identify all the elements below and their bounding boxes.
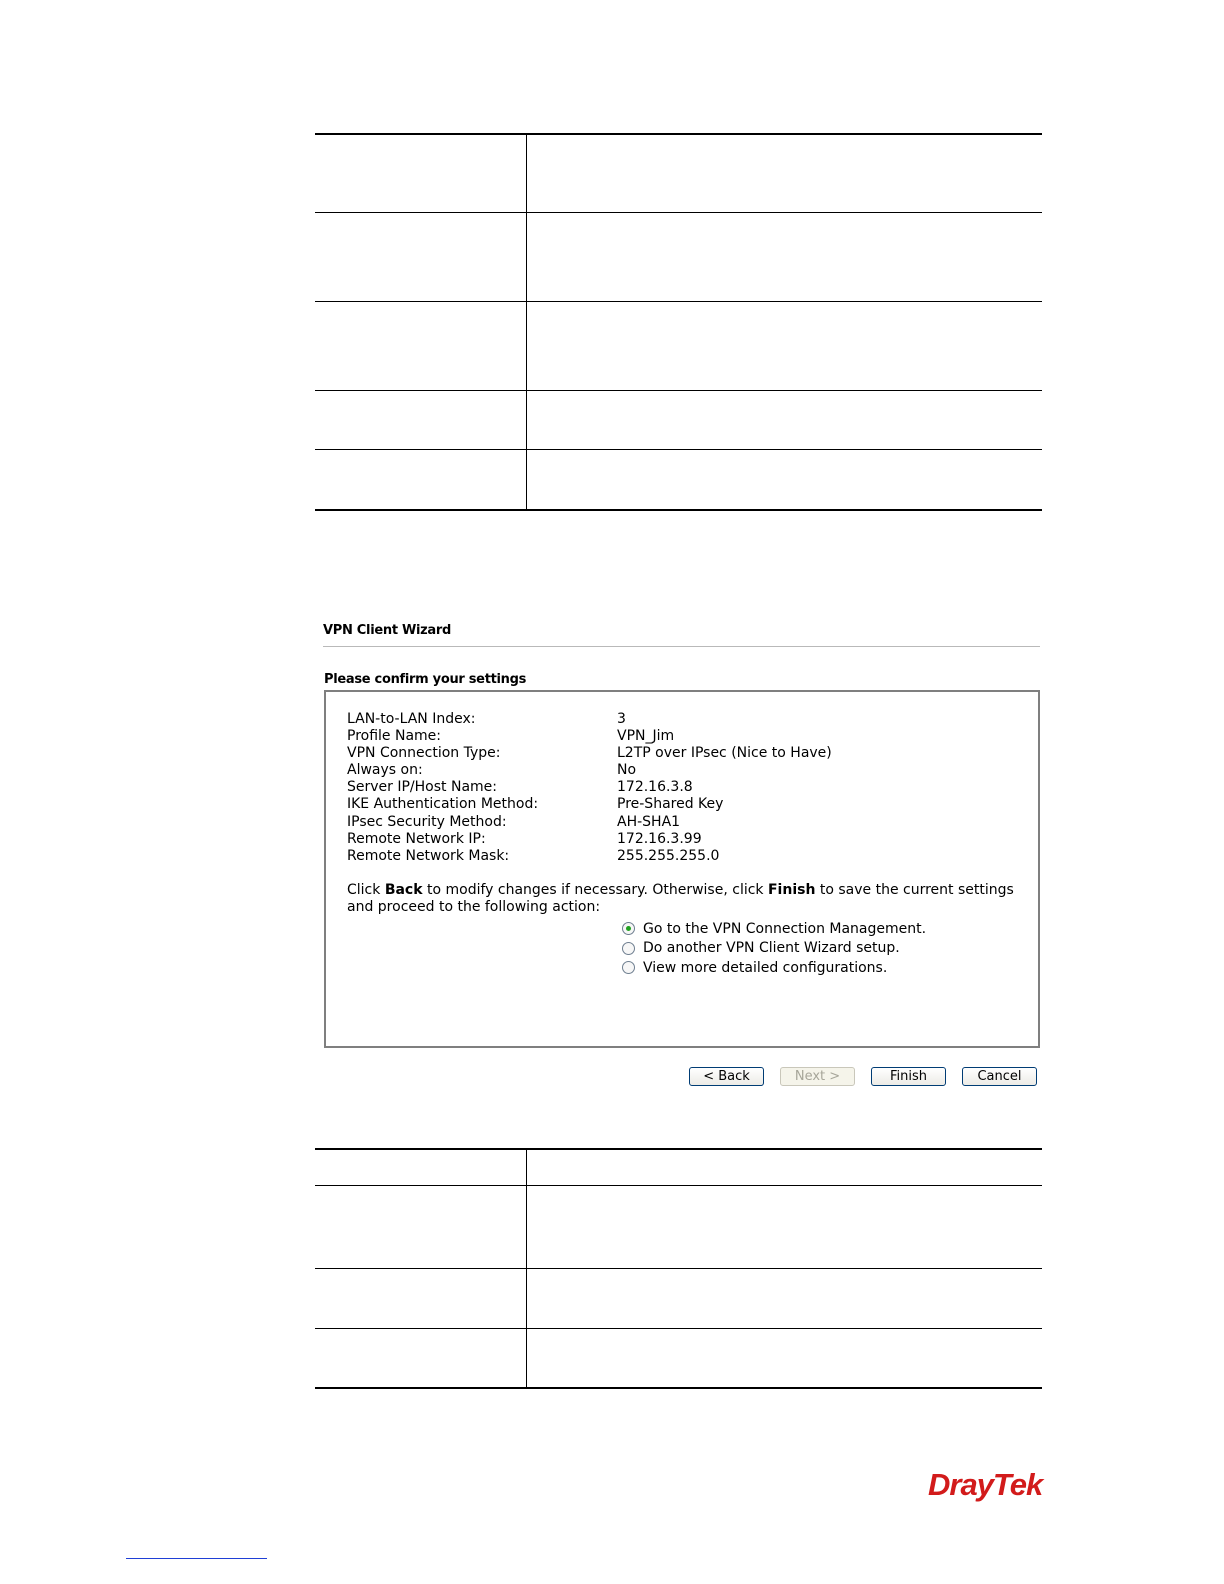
option-view-detailed-configurations[interactable] [620, 958, 926, 978]
wizard-subtitle: Please confirm your settings [324, 672, 527, 687]
summary-label: Server IP/Host Name: [347, 779, 497, 796]
option-go-to-connection-management[interactable] [620, 919, 926, 939]
cancel-button[interactable]: Cancel [962, 1067, 1037, 1086]
next-action-options [620, 919, 926, 978]
table-top-border [315, 133, 1042, 135]
summary-value: AH-SHA1 [617, 813, 681, 830]
radio-button[interactable] [622, 942, 635, 955]
radio-button[interactable] [622, 961, 635, 974]
table-row [315, 1268, 1042, 1269]
option-another-wizard-setup[interactable] [620, 939, 926, 959]
note-text: to save the current settings and proceed to the following action: [347, 882, 1014, 915]
table-row [315, 212, 1042, 213]
finish-button[interactable]: Finish [871, 1067, 946, 1086]
radio-dot [626, 926, 631, 931]
note-back-word: Back [384, 882, 423, 898]
radio-button-selected[interactable] [622, 922, 635, 935]
table-row [315, 301, 1042, 302]
table-column-divider [526, 1150, 527, 1388]
wizard-title: VPN Client Wizard [323, 623, 452, 638]
table-top-border [315, 1148, 1042, 1150]
top-description-table [315, 133, 1042, 513]
summary-value: VPN_Jim [617, 728, 675, 745]
table-row [315, 449, 1042, 450]
summary-value: 255.255.255.0 [617, 847, 720, 864]
summary-value: 172.16.3.8 [617, 779, 693, 796]
table-row [315, 1328, 1042, 1329]
table-column-divider [526, 135, 527, 510]
option-label: View more detailed configurations. [643, 959, 888, 976]
logo-text: DrayTek [928, 1467, 1043, 1502]
summary-label: Always on: [347, 762, 423, 779]
summary-label: IKE Authentication Method: [347, 796, 539, 813]
summary-label: Remote Network IP: [347, 830, 486, 847]
option-label: Do another VPN Client Wizard setup. [643, 940, 900, 957]
table-bottom-border [315, 509, 1042, 511]
table-bottom-border [315, 1387, 1042, 1389]
summary-value: L2TP over IPsec (Nice to Have) [617, 745, 832, 762]
summary-value: 3 [617, 711, 626, 727]
summary-label: Profile Name: [347, 728, 442, 745]
summary-label: Remote Network Mask: [347, 847, 510, 864]
draytek-logo [926, 1464, 1058, 1506]
summary-value: Pre-Shared Key [617, 796, 724, 813]
option-label: Go to the VPN Connection Management. [643, 920, 927, 937]
summary-label: LAN-to-LAN Index: [347, 711, 476, 727]
instruction-text [347, 882, 1027, 916]
next-button: Next > [780, 1067, 855, 1086]
note-text: to modify changes if necessary. Otherwise, click [422, 882, 768, 898]
summary-value: No [617, 762, 637, 779]
table-row [315, 1185, 1042, 1186]
bottom-description-table [315, 1148, 1042, 1392]
note-finish-word: Finish [767, 882, 816, 898]
table-row [315, 390, 1042, 391]
summary-value: 172.16.3.99 [617, 830, 702, 847]
footer-link-underline [126, 1558, 267, 1559]
summary-label: IPsec Security Method: [347, 813, 507, 830]
summary-label: VPN Connection Type: [347, 745, 501, 762]
title-divider [323, 646, 1040, 647]
note-text: Click [347, 882, 385, 898]
back-button[interactable]: < Back [689, 1067, 764, 1086]
